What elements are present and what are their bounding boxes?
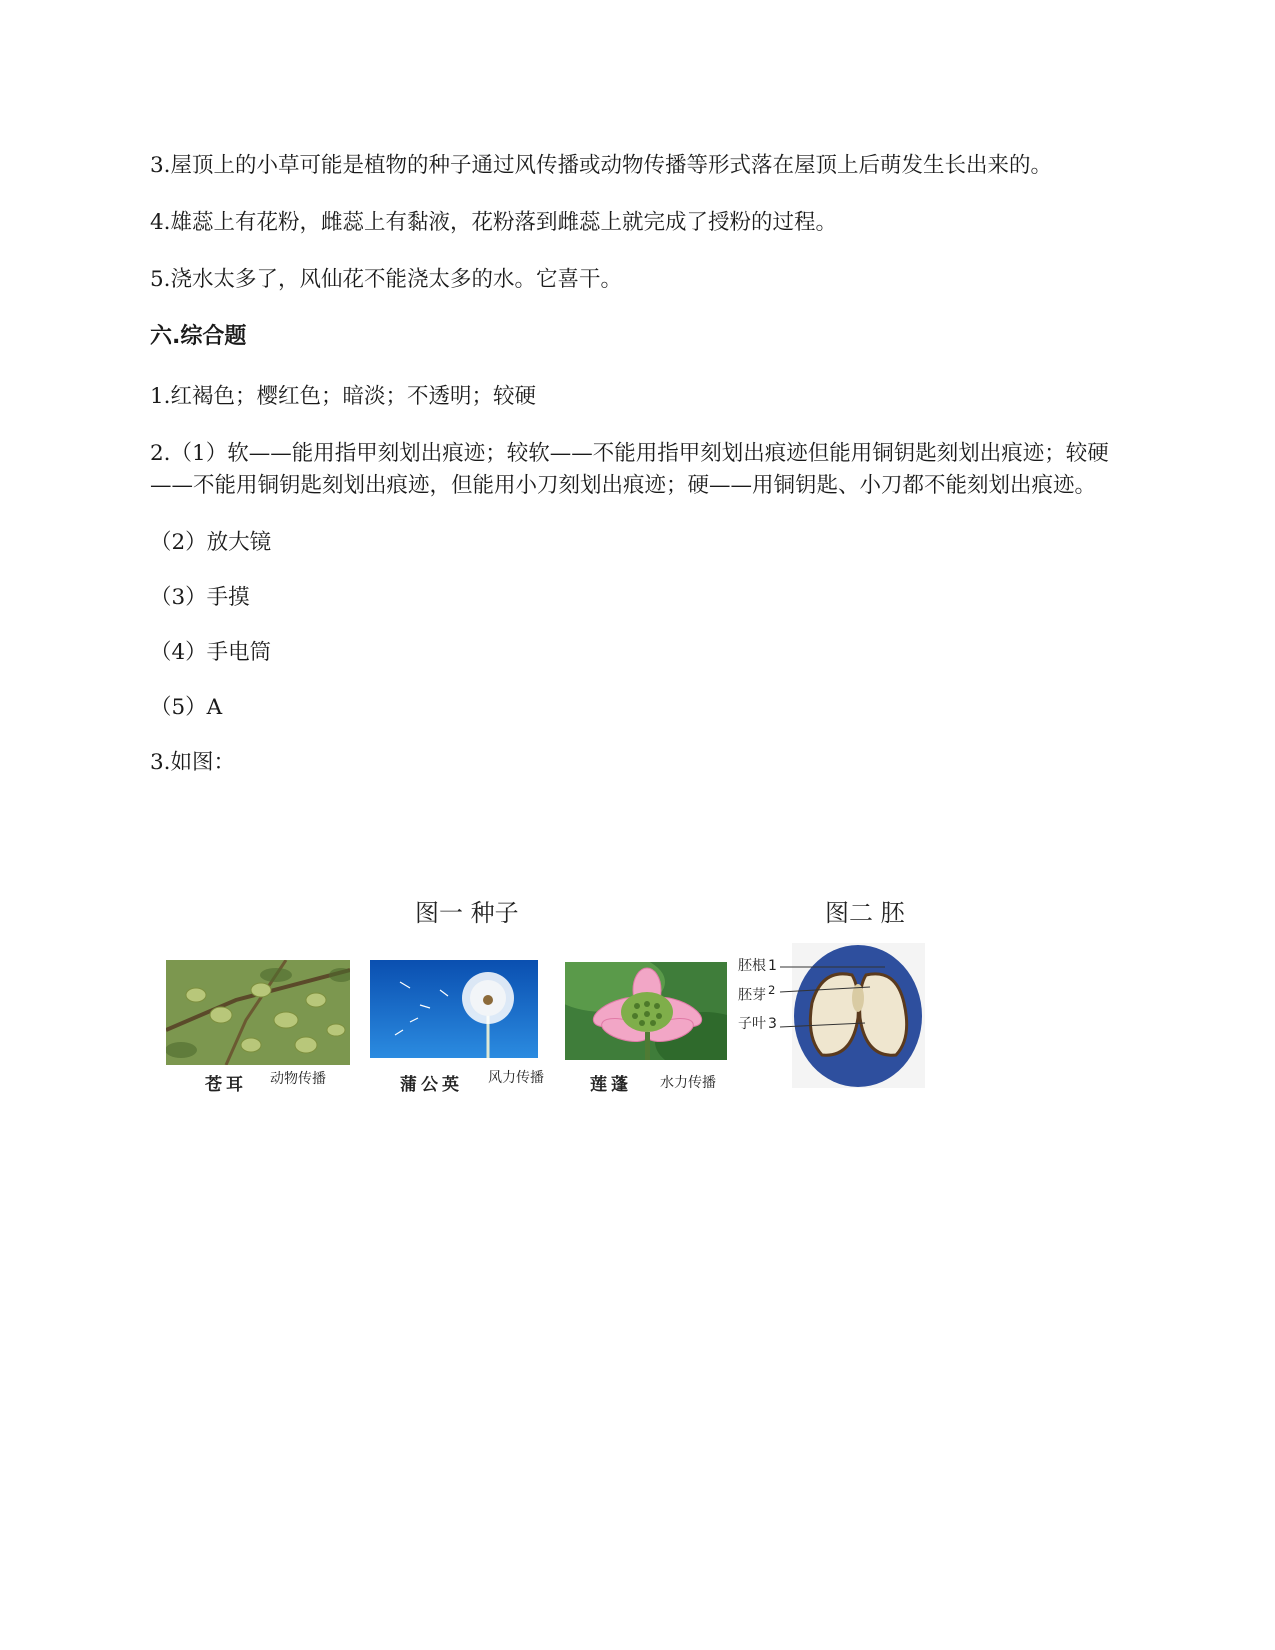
seed-name-lotus: 莲蓬	[590, 1075, 632, 1095]
figure-title-seeds: 图一 种子	[415, 899, 519, 927]
answer-6-2-4: （4）手电筒	[150, 640, 272, 665]
seed-figure	[160, 899, 990, 1135]
answer-6-3: 3.如图：	[150, 750, 236, 775]
answer-6-2-2: （2）放大镜	[150, 530, 272, 555]
section-heading: 六.综合题	[150, 324, 247, 349]
seed-method-animal: 动物传播	[270, 1071, 326, 1087]
seed-name-cocklebur: 苍耳	[205, 1075, 247, 1095]
lotus-photo	[565, 962, 727, 1060]
document-body	[150, 150, 1125, 802]
answer-6-2-1: 2.（1）软——能用指甲刻划出痕迹；较软——不能用指甲刻划出痕迹但能用铜钥匙刻划出痕迹；较硬——不能用铜钥匙刻划出痕迹，但能用小刀刻划出痕迹；硬——用铜钥匙、小刀都不能刻划出痕迹。	[150, 441, 1109, 498]
answer-5-5: 5.浇水太多了，风仙花不能浇太多的水。它喜干。	[150, 267, 623, 292]
answer-5-4: 4.雄蕊上有花粉，雌蕊上有黏液，花粉落到雌蕊上就完成了授粉的过程。	[150, 210, 838, 235]
embryo-leader-lines	[775, 945, 895, 1045]
answer-6-1: 1.红褐色；樱红色；暗淡；不透明；较硬	[150, 384, 537, 409]
seed-name-dandelion: 蒲公英	[400, 1075, 463, 1095]
answer-5-3: 3.屋顶上的小草可能是植物的种子通过风传播或动物传播等形式落在屋顶上后萌发生长出来的。	[150, 153, 1053, 178]
answer-6-2-5: （5）A	[150, 695, 223, 720]
dandelion-photo	[370, 960, 538, 1058]
embryo-label-cotyledon: 子叶 3	[738, 1016, 777, 1032]
answer-6-2-3: （3）手摸	[150, 585, 250, 610]
embryo-label-radicle: 胚根 1	[738, 958, 777, 974]
cocklebur-photo	[166, 960, 350, 1065]
seed-method-wind: 风力传播	[488, 1070, 544, 1086]
embryo-label-plumule: 胚芽 $^2$	[738, 983, 776, 1004]
seed-method-water: 水力传播	[660, 1075, 716, 1091]
figure-title-embryo: 图二 胚	[825, 899, 905, 927]
